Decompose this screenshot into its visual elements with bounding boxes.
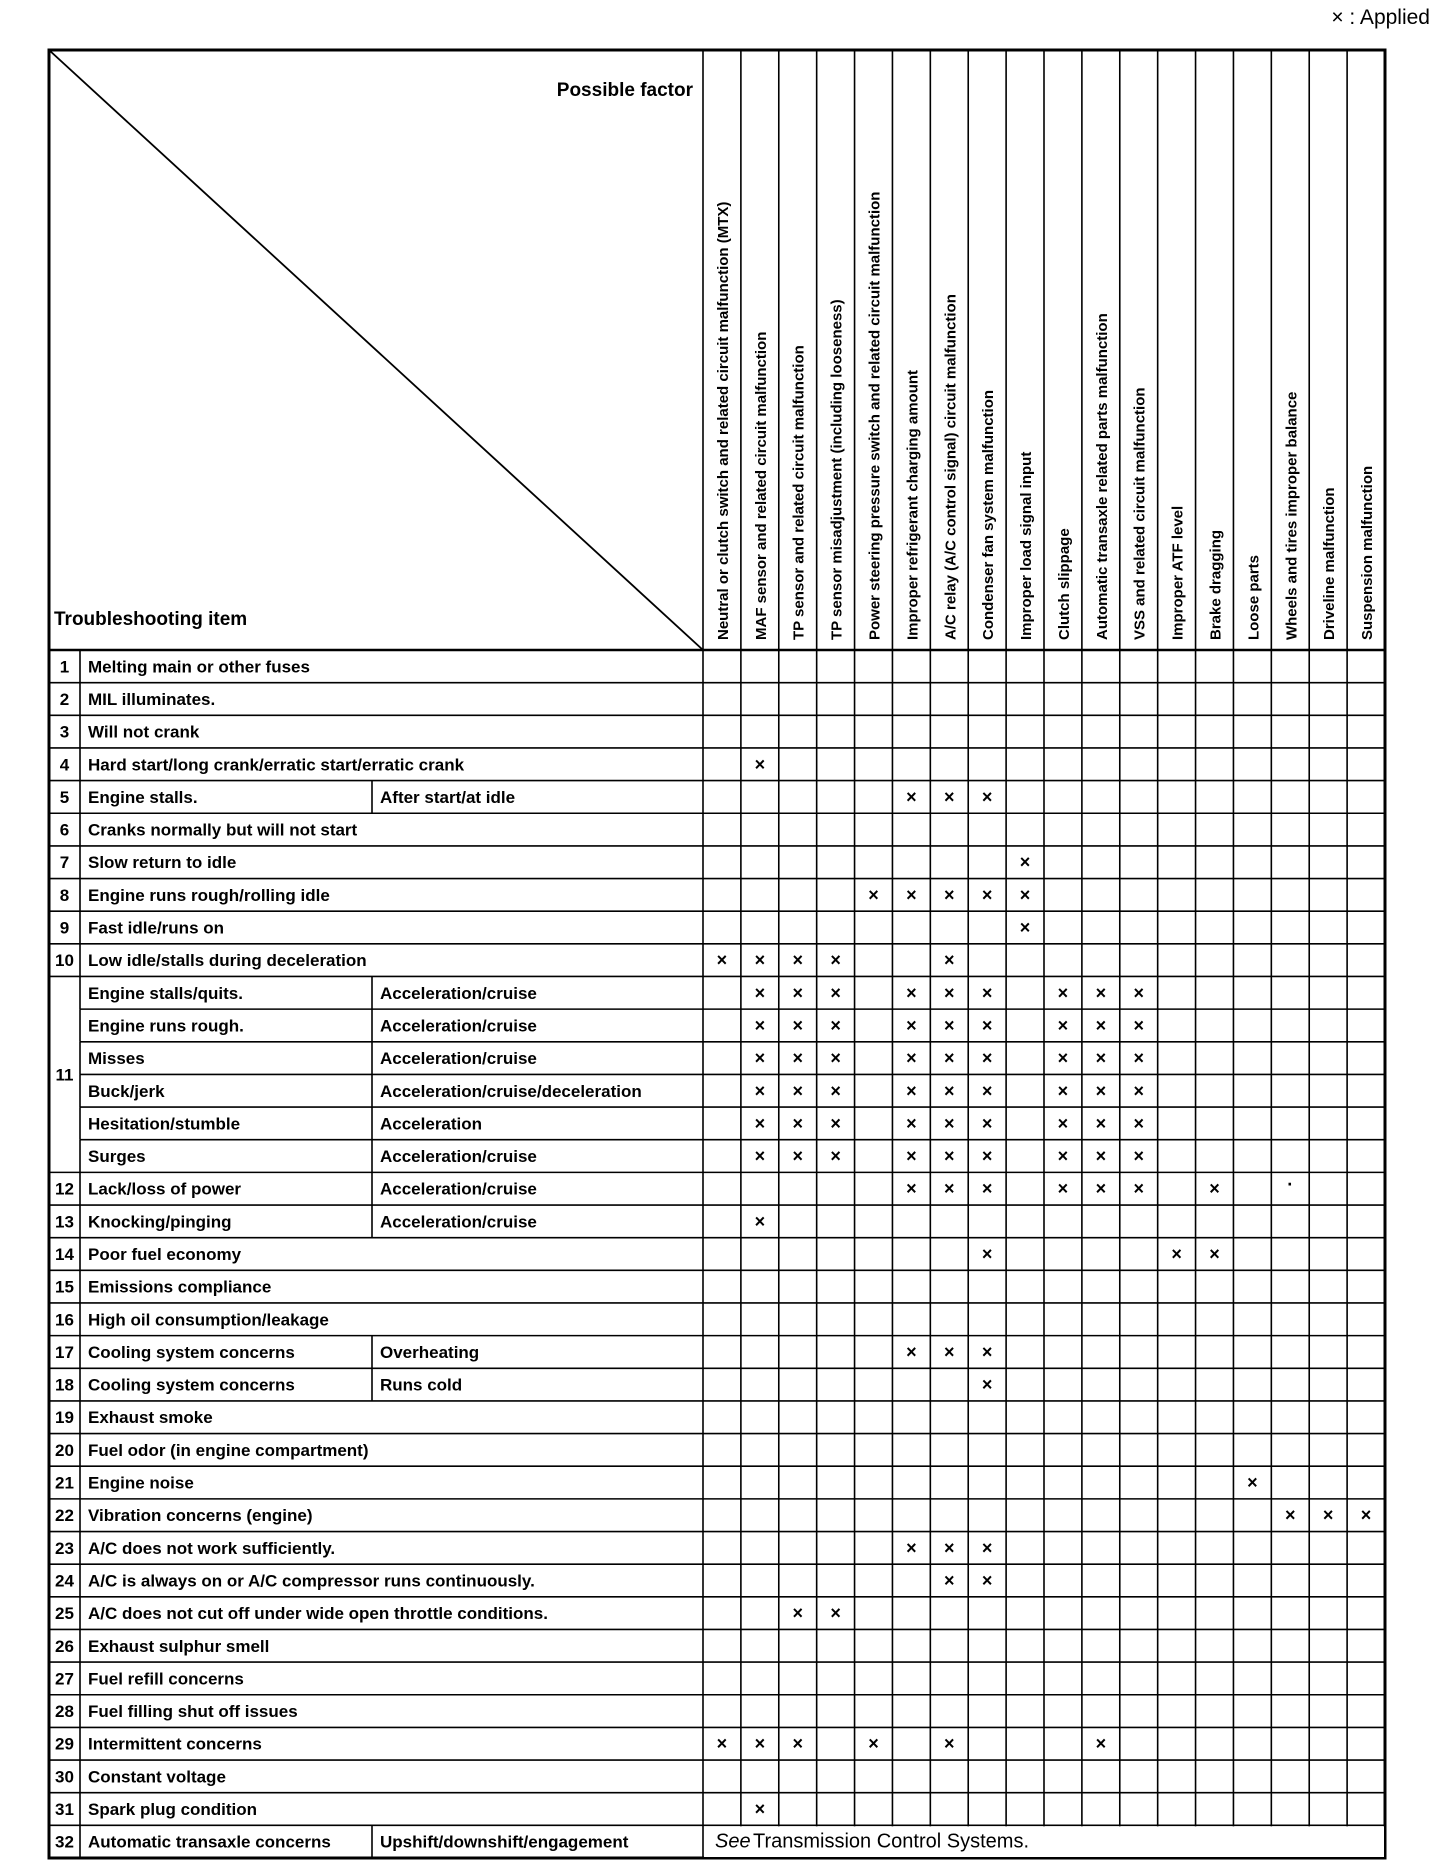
applied-mark: × [906, 884, 917, 905]
applied-mark: × [754, 982, 766, 1003]
applied-mark: × [1095, 1733, 1107, 1754]
row-condition: Acceleration/cruise [380, 1016, 537, 1036]
applied-mark: × [792, 982, 803, 1003]
row-item: Buck/jerk [88, 1081, 165, 1101]
applied-mark: × [944, 1113, 955, 1134]
applied-mark: × [754, 1015, 766, 1036]
row-number: 18 [55, 1375, 74, 1395]
applied-mark: × [754, 1211, 766, 1232]
row-item: A/C is always on or A/C compressor runs continuously. [88, 1571, 535, 1591]
row-number: 1 [59, 657, 70, 677]
row-number: 19 [55, 1408, 74, 1428]
applied-mark: × [981, 786, 993, 807]
row-item: Lack/loss of power [88, 1179, 242, 1199]
applied-mark: × [906, 1048, 917, 1069]
row-item: Engine noise [88, 1473, 194, 1493]
applied-mark: × [944, 950, 955, 971]
applied-mark: × [906, 1341, 917, 1362]
applied-mark: × [830, 950, 841, 971]
possible-factor-label: Possible factor [556, 80, 693, 101]
applied-mark: × [981, 1374, 993, 1395]
applied-mark: × [1057, 1178, 1069, 1199]
partial-mark: · [1287, 1174, 1294, 1195]
troubleshooting-item-label: Troubleshooting item [54, 609, 248, 630]
factor-header: Brake dragging [1207, 529, 1225, 640]
row-item: Engine stalls. [88, 787, 198, 807]
applied-mark: × [830, 1080, 841, 1101]
row-number: 8 [59, 885, 70, 905]
row-item: Low idle/stalls during deceleration [88, 951, 367, 971]
applied-mark: × [1322, 1505, 1334, 1526]
row-number: 23 [55, 1538, 74, 1558]
row-condition: After start/at idle [380, 787, 516, 807]
factor-header: A/C relay (A/C control signal) circuit malfunction [942, 294, 960, 640]
row-number: 16 [55, 1310, 74, 1330]
factor-header: Driveline malfunction [1321, 487, 1339, 640]
row-item: Cooling system concerns [88, 1342, 295, 1362]
row-condition: Acceleration [380, 1114, 483, 1134]
row-number: 21 [55, 1473, 74, 1493]
applied-mark: × [868, 1733, 879, 1754]
factor-header: Power steering pressure switch and related circuit malfunction [866, 191, 884, 640]
applied-mark: × [1057, 982, 1069, 1003]
row-number: 28 [55, 1702, 74, 1722]
factor-header: Suspension malfunction [1359, 465, 1377, 640]
applied-mark: × [906, 982, 917, 1003]
applied-mark: × [1133, 1146, 1144, 1167]
row-item: Hard start/long crank/erratic start/erratic crank [88, 755, 465, 775]
applied-mark: × [1133, 1178, 1144, 1199]
applied-mark: × [944, 1178, 955, 1199]
applied-mark: × [830, 1603, 841, 1624]
applied-mark: × [754, 1048, 766, 1069]
applied-mark: × [1171, 1244, 1182, 1264]
note-see: See [715, 1830, 751, 1853]
applied-mark: × [981, 1178, 993, 1199]
applied-mark: × [1057, 1080, 1069, 1101]
applied-mark: × [830, 1146, 841, 1167]
applied-mark: × [754, 1733, 766, 1754]
factor-header: Improper load signal input [1018, 451, 1036, 640]
applied-mark: × [981, 1570, 993, 1591]
row-number: 5 [59, 787, 70, 807]
row-number: 32 [55, 1832, 74, 1852]
row-condition: Acceleration/cruise [380, 1212, 537, 1232]
applied-mark: × [981, 1146, 993, 1167]
row-number: 29 [55, 1734, 74, 1754]
row-condition: Acceleration/cruise [380, 1179, 537, 1199]
row-item: High oil consumption/leakage [88, 1310, 329, 1330]
applied-mark: × [1095, 1015, 1107, 1036]
applied-mark: × [906, 1178, 917, 1199]
applied-mark: × [944, 1537, 955, 1558]
row-number: 13 [55, 1212, 74, 1232]
applied-mark: × [981, 1537, 993, 1558]
row-condition: Acceleration/cruise [380, 1147, 537, 1167]
row-number: 9 [59, 918, 70, 938]
row-number: 14 [55, 1245, 74, 1264]
row-item: Vibration concerns (engine) [88, 1506, 313, 1526]
row-condition: Acceleration/cruise/deceleration [380, 1081, 642, 1101]
applied-mark: × [906, 1537, 917, 1558]
row-item: Spark plug condition [88, 1800, 258, 1820]
applied-mark: × [754, 754, 766, 775]
row-number: 3 [59, 722, 70, 742]
applied-mark: × [906, 1015, 917, 1036]
row-item: Engine runs rough/rolling idle [88, 885, 330, 905]
row-item: Fuel refill concerns [88, 1669, 244, 1689]
row-condition: Acceleration/cruise [380, 1049, 537, 1069]
applied-mark: × [830, 1048, 841, 1069]
row-number: 24 [55, 1571, 74, 1591]
row-number: 2 [59, 689, 70, 709]
applied-mark: × [1360, 1505, 1372, 1526]
row-number: 11 [55, 1065, 74, 1085]
applied-mark: × [944, 1733, 955, 1754]
applied-mark: × [981, 982, 993, 1003]
row-item: Fast idle/runs on [88, 918, 225, 938]
row-number: 20 [55, 1440, 74, 1460]
applied-mark: × [1095, 1048, 1107, 1069]
row-number: 6 [59, 820, 70, 840]
applied-mark: × [1095, 1080, 1107, 1101]
factor-header: Condenser fan system malfunction [980, 389, 998, 640]
applied-mark: × [944, 884, 955, 905]
row-condition: Upshift/downshift/engagement [380, 1832, 629, 1852]
applied-mark: × [830, 1015, 841, 1036]
row-number: 27 [55, 1669, 74, 1689]
row-number: 17 [55, 1342, 74, 1362]
applied-mark: × [1133, 1080, 1144, 1101]
applied-mark: × [792, 1048, 803, 1069]
applied-mark: × [792, 1146, 803, 1167]
row-item: Surges [88, 1147, 146, 1167]
row-item: Misses [88, 1049, 145, 1069]
factor-header: VSS and related circuit malfunction [1131, 387, 1149, 640]
row-item: Cranks normally but will not start [88, 820, 358, 840]
applied-mark: × [792, 1603, 803, 1624]
applied-mark: × [792, 1015, 803, 1036]
row-number: 30 [55, 1767, 74, 1787]
applied-mark: × [1057, 1113, 1069, 1134]
applied-mark: × [1133, 1048, 1144, 1069]
applied-mark: × [944, 1341, 955, 1362]
row-item: A/C does not cut off under wide open throttle conditions. [88, 1604, 548, 1624]
applied-mark: × [754, 950, 766, 971]
factor-header: MAF sensor and related circuit malfunction [752, 331, 770, 640]
applied-mark: × [981, 1244, 993, 1264]
legend-applied: × : Applied [1331, 6, 1430, 29]
applied-mark: × [906, 786, 917, 807]
applied-mark: × [1095, 1146, 1107, 1167]
row-number: 31 [55, 1800, 74, 1820]
applied-mark: × [754, 1799, 766, 1820]
applied-mark: × [944, 1048, 955, 1069]
row-item: Will not crank [88, 722, 200, 742]
row-item: Engine runs rough. [88, 1016, 244, 1036]
applied-mark: × [754, 1113, 766, 1134]
applied-mark: × [1133, 1113, 1144, 1134]
factor-header: Clutch slippage [1055, 528, 1073, 640]
row-item: Exhaust smoke [88, 1408, 213, 1428]
applied-mark: × [981, 1048, 993, 1069]
row-item: A/C does not work sufficiently. [88, 1538, 336, 1558]
row-number: 15 [55, 1277, 74, 1297]
row-item: Slow return to idle [88, 853, 237, 873]
applied-mark: × [981, 1113, 993, 1134]
row-item: Emissions compliance [88, 1277, 272, 1297]
applied-mark: × [1057, 1146, 1069, 1167]
row-item: Melting main or other fuses [88, 657, 310, 677]
applied-mark: × [1095, 982, 1107, 1003]
applied-mark: × [1247, 1472, 1258, 1493]
applied-mark: × [792, 1080, 803, 1101]
applied-mark: × [1133, 1015, 1144, 1036]
header-diagonal [49, 50, 703, 650]
row-number: 25 [55, 1604, 74, 1624]
row-item: MIL illuminates. [88, 689, 216, 709]
applied-mark: × [1095, 1178, 1107, 1199]
applied-mark: × [754, 1080, 766, 1101]
row-number: 26 [55, 1636, 74, 1656]
row-item: Exhaust sulphur smell [88, 1636, 270, 1656]
applied-mark: × [906, 1080, 917, 1101]
row-item: Fuel filling shut off issues [88, 1702, 298, 1722]
applied-mark: × [830, 982, 841, 1003]
applied-mark: × [944, 786, 955, 807]
factor-header: TP sensor misadjustment (including looseness) [828, 299, 846, 640]
applied-mark: × [944, 1015, 955, 1036]
row-condition: Overheating [380, 1342, 480, 1362]
applied-mark: × [944, 1080, 955, 1101]
row-number: 10 [55, 951, 74, 971]
row-condition: Acceleration/cruise [380, 983, 537, 1003]
applied-mark: × [868, 884, 879, 905]
applied-mark: × [1285, 1505, 1296, 1526]
factor-header: Improper refrigerant charging amount [904, 369, 922, 640]
applied-mark: × [1209, 1244, 1220, 1264]
factor-header: Loose parts [1245, 554, 1263, 640]
row-item: Constant voltage [88, 1767, 226, 1787]
row-item: Engine stalls/quits. [88, 983, 243, 1003]
applied-mark: × [944, 1146, 955, 1167]
row-item: Poor fuel economy [88, 1245, 242, 1264]
factor-header: Neutral or clutch switch and related circuit malfunction (MTX) [714, 201, 732, 640]
applied-mark: × [981, 1080, 993, 1101]
row-item: Hesitation/stumble [88, 1114, 241, 1134]
applied-mark: × [1019, 852, 1031, 873]
applied-mark: × [792, 1113, 803, 1134]
row-number: 4 [59, 755, 70, 775]
row-item: Intermittent concerns [88, 1734, 262, 1754]
applied-mark: × [1057, 1015, 1069, 1036]
applied-mark: × [792, 950, 803, 971]
applied-mark: × [792, 1733, 803, 1754]
factor-header: Improper ATF level [1169, 505, 1187, 640]
note-text: Transmission Control Systems. [753, 1830, 1029, 1853]
row-number: 12 [55, 1179, 74, 1199]
applied-mark: × [830, 1113, 841, 1134]
row-condition: Runs cold [380, 1375, 463, 1395]
applied-mark: × [944, 982, 955, 1003]
applied-mark: × [981, 1015, 993, 1036]
applied-mark: × [981, 884, 993, 905]
row-item: Automatic transaxle concerns [88, 1832, 331, 1852]
applied-mark: × [1019, 884, 1031, 905]
applied-mark: × [981, 1341, 993, 1362]
applied-mark: × [906, 1146, 917, 1167]
applied-mark: × [716, 1733, 728, 1754]
applied-mark: × [1095, 1113, 1107, 1134]
applied-mark: × [716, 950, 728, 971]
applied-mark: × [1019, 917, 1031, 938]
factor-header: Automatic transaxle related parts malfunction [1093, 313, 1111, 640]
factor-header: TP sensor and related circuit malfunction [790, 345, 808, 640]
row-number: 7 [59, 853, 70, 873]
applied-mark: × [1133, 982, 1144, 1003]
applied-mark: × [1209, 1178, 1220, 1199]
row-item: Fuel odor (in engine compartment) [88, 1440, 369, 1460]
applied-mark: × [906, 1113, 917, 1134]
applied-mark: × [754, 1146, 766, 1167]
applied-mark: × [944, 1570, 955, 1591]
row-item: Knocking/pinging [88, 1212, 232, 1232]
row-number: 22 [55, 1506, 74, 1526]
applied-mark: × [1057, 1048, 1069, 1069]
row-item: Cooling system concerns [88, 1375, 295, 1395]
factor-header: Wheels and tires improper balance [1283, 391, 1301, 640]
